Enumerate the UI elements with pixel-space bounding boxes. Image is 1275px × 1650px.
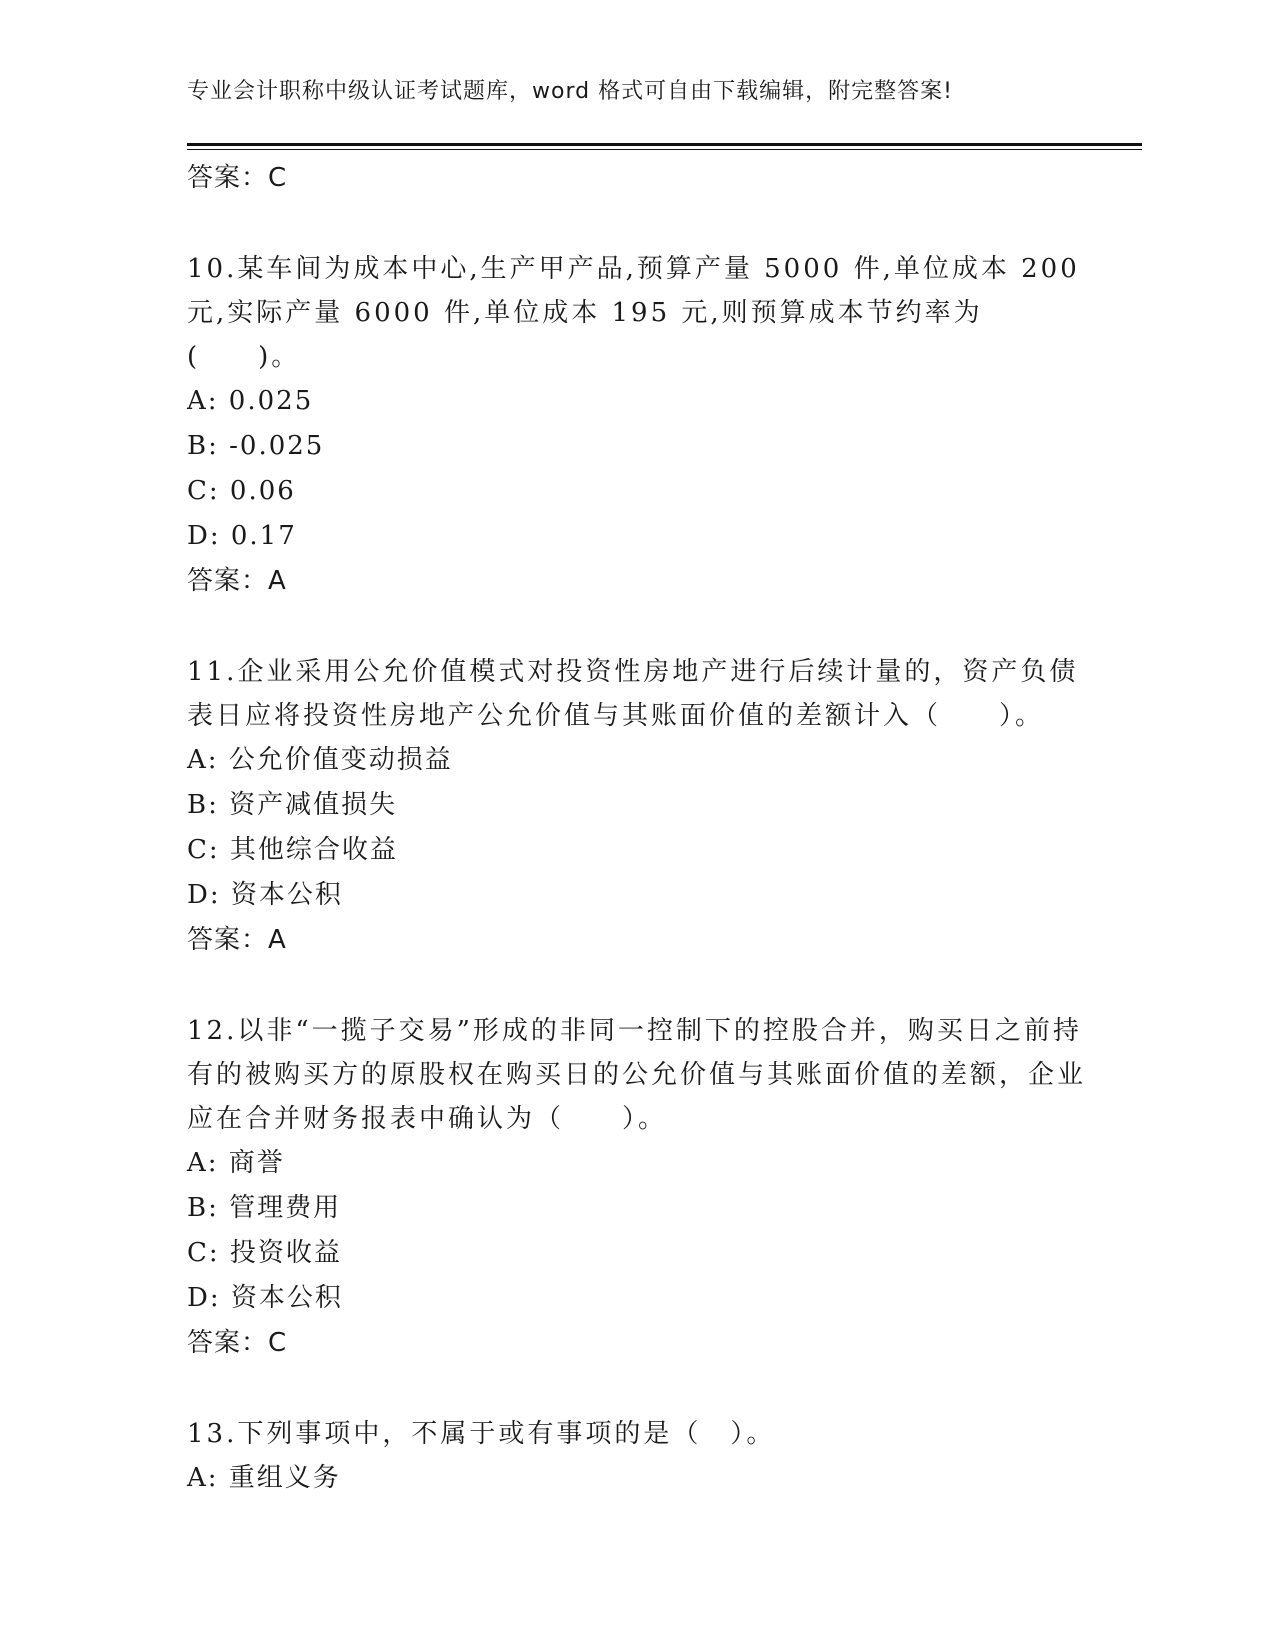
option-c: C: 投资收益 [187,1238,342,1268]
question-stem: 12.以非“一揽子交易”形成的非同一控制下的控股合并，购买日之前持有的被购买方的原股权在购买日的公允价值与其账面价值的差额，企业应在合并财务报表中确认为（ ）。 [187,1016,1087,1134]
question-stem: 11.企业采用公允价值模式对投资性房地产进行后续计量的，资产负债表日应将投资性房地产公允价值与其账面价值的差额计入（ ）。 [187,657,1079,731]
option-a: A: 商誉 [187,1148,285,1178]
option-a: A: 重组义务 [187,1463,341,1493]
question-11 [187,650,1087,962]
question-stem: 13.下列事项中，不属于或有事项的是（ ）。 [187,1419,776,1449]
option-a: A: 公允价值变动损益 [187,745,453,775]
answer-line: 答案：C [187,163,288,193]
option-c: C: 其他综合收益 [187,835,398,865]
option-d: D: 资本公积 [187,1283,343,1313]
option-d: D: 资本公积 [187,880,343,910]
option-b: B: -0.025 [187,431,325,461]
question-13 [187,1412,1087,1501]
header-rule-thick [187,143,1142,146]
option-a: A: 0.025 [187,386,314,416]
answer-line: 答案：A [187,566,287,596]
page-header-text: 专业会计职称中级认证考试题库，word 格式可自由下载编辑，附完整答案! [187,79,953,104]
option-c: C: 0.06 [187,476,296,506]
answer-line: 答案：A [187,925,287,955]
question-10 [187,247,1091,603]
question-12 [187,1009,1087,1365]
header-rule-thin [187,149,1142,150]
option-b: B: 资产减值损失 [187,790,398,820]
document-body [187,156,1091,1501]
question-stem: 10.某车间为成本中心,生产甲产品,预算产量 5000 件,单位成本 200 元,实际产量 6000 件,单位成本 195 元,则预算成本节约率为( )。 [187,254,1091,372]
answer-line: 答案：C [187,1328,288,1358]
option-d: D: 0.17 [187,521,297,551]
option-b: B: 管理费用 [187,1193,342,1223]
